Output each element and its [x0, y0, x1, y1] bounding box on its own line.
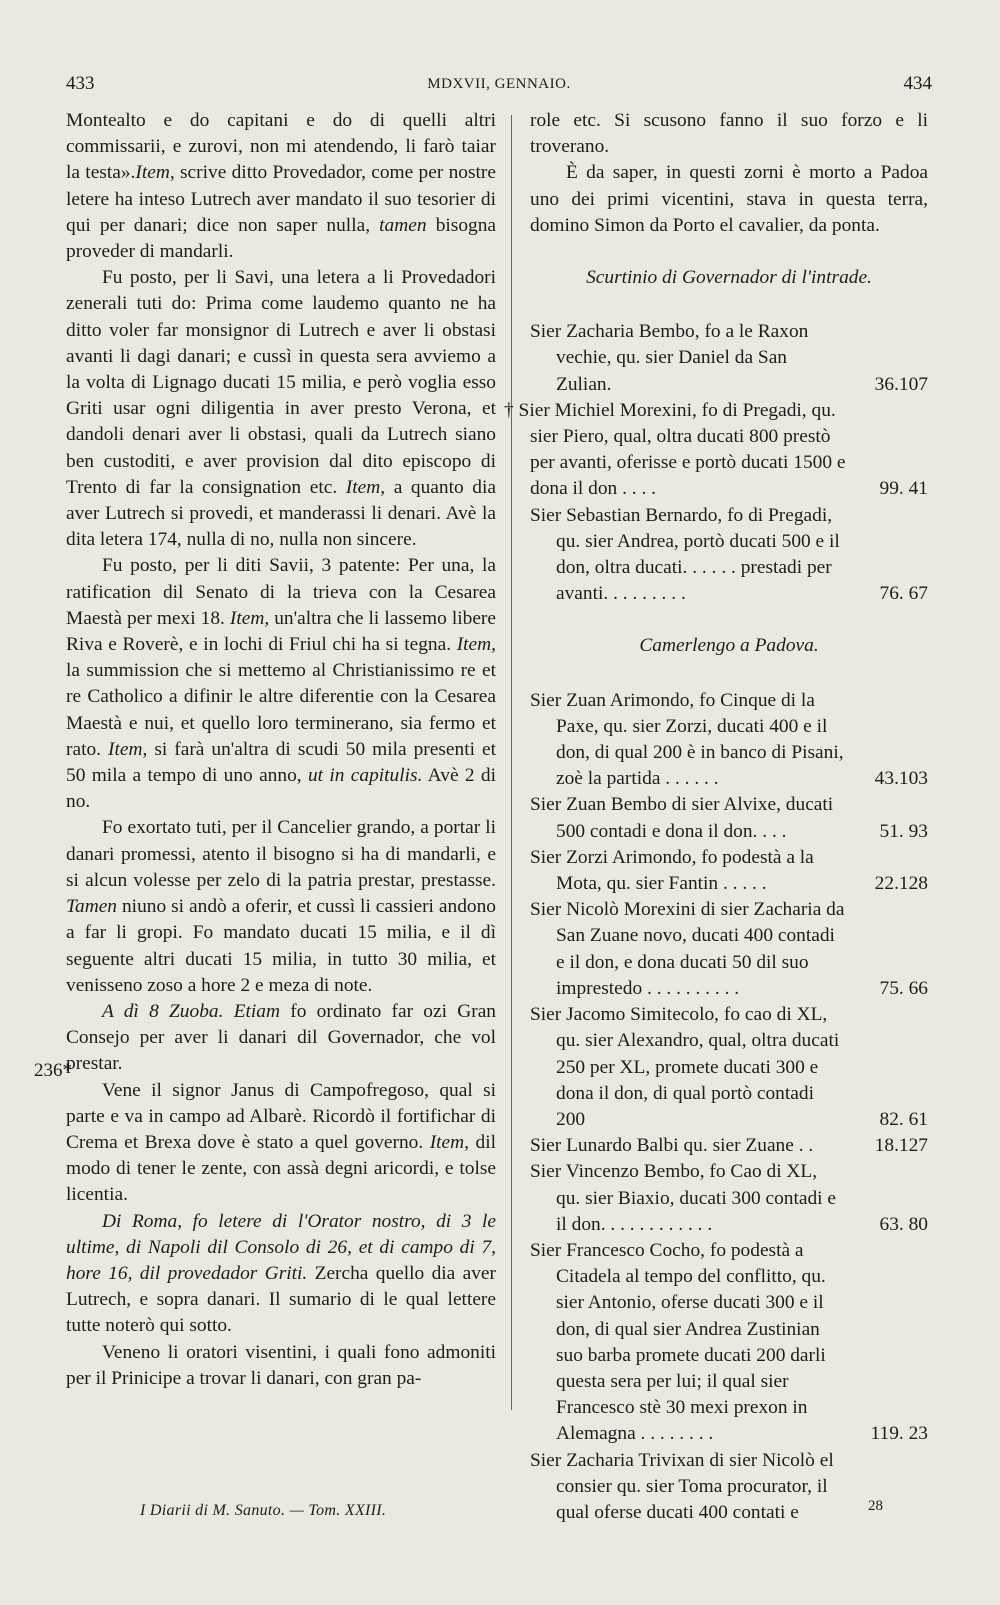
- list-item: Sier Zuan Bembo di sier Alvixe, ducati 500 contadi e dona il don. . . . 51. 93: [530, 792, 928, 844]
- section-heading: Camerlengo a Padova.: [639, 635, 819, 657]
- list-item: Sier Zorzi Arimondo, fo podestà a la Mota, qu. sier Fantin . . . . . 22.128: [530, 845, 928, 897]
- printer-signature: I Diarii di M. Sanuto. — Tom. XXIII.: [140, 1502, 387, 1519]
- paragraph: Fu posto, per li diti Savii, 3 patente: Per una, la ratification dil Senato di la trieva con la Cesarea Maestà per mexi 18. Item, un'altra che li lassemo libere Riva e Roverè, e in lochi di Friul chi ha si tegna. Item, la summission che si mettemo al Christianissimo re et re Catholico a difinir le altre diferentie con la Cesarea Maestà e nui, et quello loro terminerano, sia fermo et rato. Item, si farà un'altra di scudi 50 mila presenti et 50 mila a tempo di uno anno, ut in capitulis. Avè 2 di no.: [66, 555, 496, 813]
- paragraph: Veneno li oratori visentini, i quali fono admoniti per il Prinicipe a trovar li danari, con gran pa-: [66, 1341, 496, 1389]
- list-item: Sier Vincenzo Bembo, fo Cao di XL, qu. sier Biaxio, ducati 300 contadi e il don. . . . . . . . . . . . 63. 80: [530, 1159, 928, 1238]
- vote-count: 43.103: [874, 768, 928, 790]
- list-item: Sier Nicolò Morexini di sier Zacharia da San Zuane novo, ducati 400 contadi e il don, e dona ducati 50 dil suo imprestedo . . . . . . . . . . 75. 66: [530, 897, 928, 1002]
- vote-count: 18.127: [874, 1135, 928, 1157]
- vote-count: 119. 23: [870, 1423, 928, 1445]
- paragraph: role etc. Si scusono fanno il suo forzo e li troverano.: [530, 110, 928, 158]
- vote-count: 76. 67: [879, 583, 928, 605]
- vote-count: 36.107: [874, 373, 928, 395]
- paragraph: È da saper, in questi zorni è morto a Padoa uno dei primi vicentini, stava in questa terra, domino Simon da Porto el cavalier, da ponta.: [530, 162, 928, 236]
- paragraph: Fo exortato tuti, per il Cancelier grando, a portar li danari promessi, atento il bisogno si ha di mandarli, e si alcun volesse per zelo di la patria prestar, prestasse. Tamen niuno si andò a oferir, et cussì li cassieri andono a far li gropi. Fo mandato ducati 15 milia, e il dì seguente altri ducati 15 milia, in tutto 30 milia, et venisseno zoso a hore 2 e meza di note.: [66, 817, 496, 996]
- right-column: [504, 108, 928, 1526]
- paragraph: Di Roma, fo letere di l'Orator nostro, di 3 le ultime, di Napoli dil Consolo di 26, et di campo di 7, hore 16, dil provedador Griti. Zercha quello dia aver Lutrech, e sopra danari. Il sumario di le qual lettere tutte noterò qui sotto.: [66, 1210, 496, 1337]
- vote-count: 99. 41: [879, 478, 928, 500]
- vote-count: 63. 80: [879, 1213, 928, 1235]
- paragraph: Vene il signor Janus di Campofregoso, qual si parte e va in campo ad Albarè. Ricordò il fortifichar di Crema et Brexa dove è stato a quel governo. Item, dil modo di tener le zente, con assà degni aricordi, e tolse licentia.: [66, 1079, 496, 1206]
- left-column: [66, 108, 496, 1392]
- paragraph: A dì 8 Zuoba. Etiam fo ordinato far ozi Gran Consejo per aver li danari dil Governador, che vol prestar.: [66, 1000, 496, 1075]
- page-number-left: 433: [66, 73, 95, 94]
- vote-count: 75. 66: [879, 977, 928, 999]
- paragraph: Fu posto, per li Savi, una letera a li Provedadori zenerali tuti do: Prima come laudemo quanto ne ha ditto voler far monsignor di Lutrech e aver li obstasi avanti li dagi danari; e cussì in questa sera avviemo a la volta di Lignago ducati 15 milia, e però voglia esso Griti usar ogni diligentia in aver presto Verona, et dandoli denari aver li obstasi, quali da Lutrech siano ben custoditi, e aver provision dal dito episcopo di Trento di far la consignation etc. Item, a quanto dia aver Lutrech si provedi, et manderassi li denari. Avè la dita letera 174, nulla di no, nulla non sincere.: [66, 267, 496, 551]
- running-title: MDXVII, GENNAIO.: [427, 76, 571, 92]
- vote-count: 22.128: [874, 873, 928, 895]
- list-item: † Sier Michiel Morexini, fo di Pregadi, qu. sier Piero, qual, oltra ducati 800 prestò per avanti, oferisse e portò ducati 1500 e dona il don . . . . 99. 41: [504, 398, 928, 503]
- list-item: Sier Zacharia Bembo, fo a le Raxon vechie, qu. sier Daniel da San Zulian. 36.107: [530, 319, 928, 398]
- paragraph: Montealto e do capitani e do di quelli altri commissarii, e zurovi, non mi atendendo, li farò taiar la testa».Item, scrive ditto Provedador, come per nostre letere ha inteso Lutrech aver mandato il suo tesorier di qui per danari; dice non saper nulla, tamen bisogna proveder di mandarli.: [66, 110, 497, 263]
- column-divider: [511, 115, 512, 1410]
- page-number-right: 434: [903, 73, 932, 94]
- list-item: Sier Francesco Cocho, fo podestà a Citadela al tempo del conflitto, qu. sier Antonio, oferse ducati 300 e il don, di qual sier Andrea Zustinian suo barba promete ducati 200 darli questa sera per lui; il qual sier Francesco stè 30 mexi prexon in Alemagna . . . . . . . . 119. 23: [530, 1238, 928, 1448]
- vote-count: 82. 61: [879, 1108, 928, 1130]
- page-header: [66, 73, 932, 99]
- list-item: Sier Zuan Arimondo, fo Cinque di la Paxe, qu. sier Zorzi, ducati 400 e il don, di qual 200 è in banco di Pisani, zoè la partida . . . . . . 43.103: [530, 688, 928, 793]
- section-heading: Scurtinio di Governador di l'intrade.: [586, 267, 872, 289]
- list-item: Sier Lunardo Balbi qu. sier Zuane . . 18.127: [530, 1133, 928, 1159]
- signature-number: 28: [868, 1498, 883, 1514]
- vote-count: 51. 93: [879, 820, 928, 842]
- margin-note: 236*: [34, 1060, 72, 1081]
- list-item: Sier Jacomo Simitecolo, fo cao di XL, qu. sier Alexandro, qual, oltra ducati 250 per XL, promete ducati 300 e dona il don, di qual portò contadi 200 82. 61: [530, 1002, 928, 1133]
- list-item: Sier Zacharia Trivixan di sier Nicolò el consier qu. sier Toma procurator, il qual oferse ducati 400 contati e: [530, 1449, 834, 1523]
- list-item: Sier Sebastian Bernardo, fo di Pregadi, qu. sier Andrea, portò ducati 500 e il don, oltra ducati. . . . . . prestadi per avanti. . . . . . . . . 76. 67: [530, 503, 928, 608]
